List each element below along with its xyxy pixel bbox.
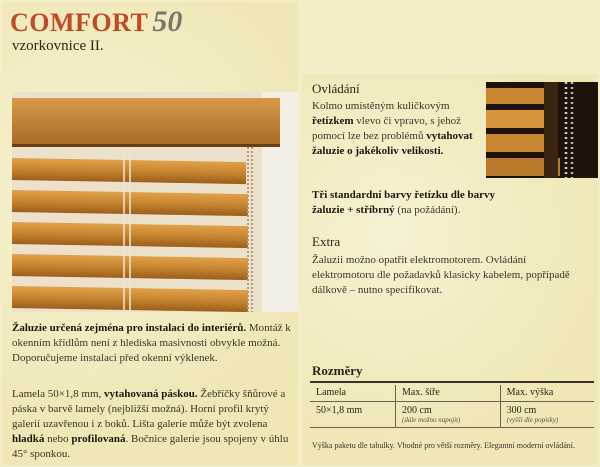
width-note: (dále možno napojit)	[402, 416, 461, 424]
controls-paragraph-1	[312, 99, 482, 159]
product-photo	[12, 92, 298, 312]
column-header-width: Max. šíře	[396, 385, 501, 402]
brand-name: COMFORT	[10, 8, 149, 37]
table-row	[310, 402, 594, 428]
chain-detail-photo	[486, 82, 598, 178]
extra-text: Žaluzii možno opatřit elektromotorem. Ovládání elektromotoru dle požadavků klasicky kabelem, popřípadě dálkově – nutno specifikovat.	[312, 254, 570, 296]
cell-width	[396, 402, 501, 428]
description-text-2b: Žebříčky šňůrové a páska v barvě lamely (nejbližší možná). Horní profil krytý galerií uzavřenou i z boků. Lišta galerie může být zvolena	[12, 388, 286, 430]
product-title	[10, 2, 182, 39]
chain-detail-image	[486, 82, 598, 178]
wooden-blind-image	[12, 92, 298, 312]
cell-height	[500, 402, 594, 428]
column-header-height: Max. výška	[500, 385, 594, 402]
controls-paragraph-2	[312, 188, 512, 218]
controls-text-1b: vlevo či vpravo, s jehož pomocí lze bez problémů	[312, 115, 462, 142]
dimensions-table	[310, 385, 594, 428]
controls-bold-2: Tři standardní barvy řetízku dle barvy žaluzie + stříbrný	[312, 189, 496, 216]
controls-bold-1a: řetízkem	[312, 115, 354, 127]
description-text-2d: . Bočnice galerie jsou spojeny v úhlu 45° sponkou.	[12, 433, 289, 460]
height-value: 300 cm	[506, 405, 537, 416]
controls-text-2: (na požádání).	[394, 204, 461, 216]
table-header-row	[310, 385, 594, 402]
controls-heading: Ovládání	[312, 81, 360, 96]
model-number: 50	[152, 5, 183, 38]
description-paragraph-1	[12, 321, 294, 366]
description-paragraph-2	[12, 387, 294, 462]
description-text-2c: nebo	[44, 433, 72, 445]
height-note: (vyšší dle popisky)	[506, 416, 559, 424]
dimensions-footnote: Výška paketu dle tabulky. Vhodné pro větší rozměry. Elegantní moderní ovládání.	[312, 441, 575, 450]
controls-text-1a: Kolmo umístěným kuličkovým	[312, 100, 450, 112]
dimensions-divider	[310, 381, 594, 383]
dimensions-heading: Rozměry	[312, 363, 363, 378]
extra-heading: Extra	[312, 234, 341, 249]
column-header-lamela: Lamela	[310, 385, 396, 402]
cell-lamela: 50×1,8 mm	[310, 402, 396, 428]
description-text-2a: Lamela 50×1,8 mm,	[12, 388, 105, 400]
description-bold-2c: profilovaná	[71, 433, 126, 445]
page-subtitle: vzorkovnice II.	[12, 38, 104, 54]
description-bold-2a: vytahovaná páskou.	[104, 388, 198, 400]
description-bold-2b: hladká	[12, 433, 45, 445]
controls-bold-1b: vytahovat žaluzie o jakékoliv velikosti.	[312, 130, 473, 157]
width-value: 200 cm	[402, 405, 432, 416]
description-text-1: Montáž k okenním křídlům není z hlediska masivnosti obvykle možná. Doporučujeme instalaci před okenní výklenek.	[12, 322, 291, 364]
description-bold-1: Žaluzie určená zejména pro instalaci do interiérů.	[12, 322, 247, 334]
